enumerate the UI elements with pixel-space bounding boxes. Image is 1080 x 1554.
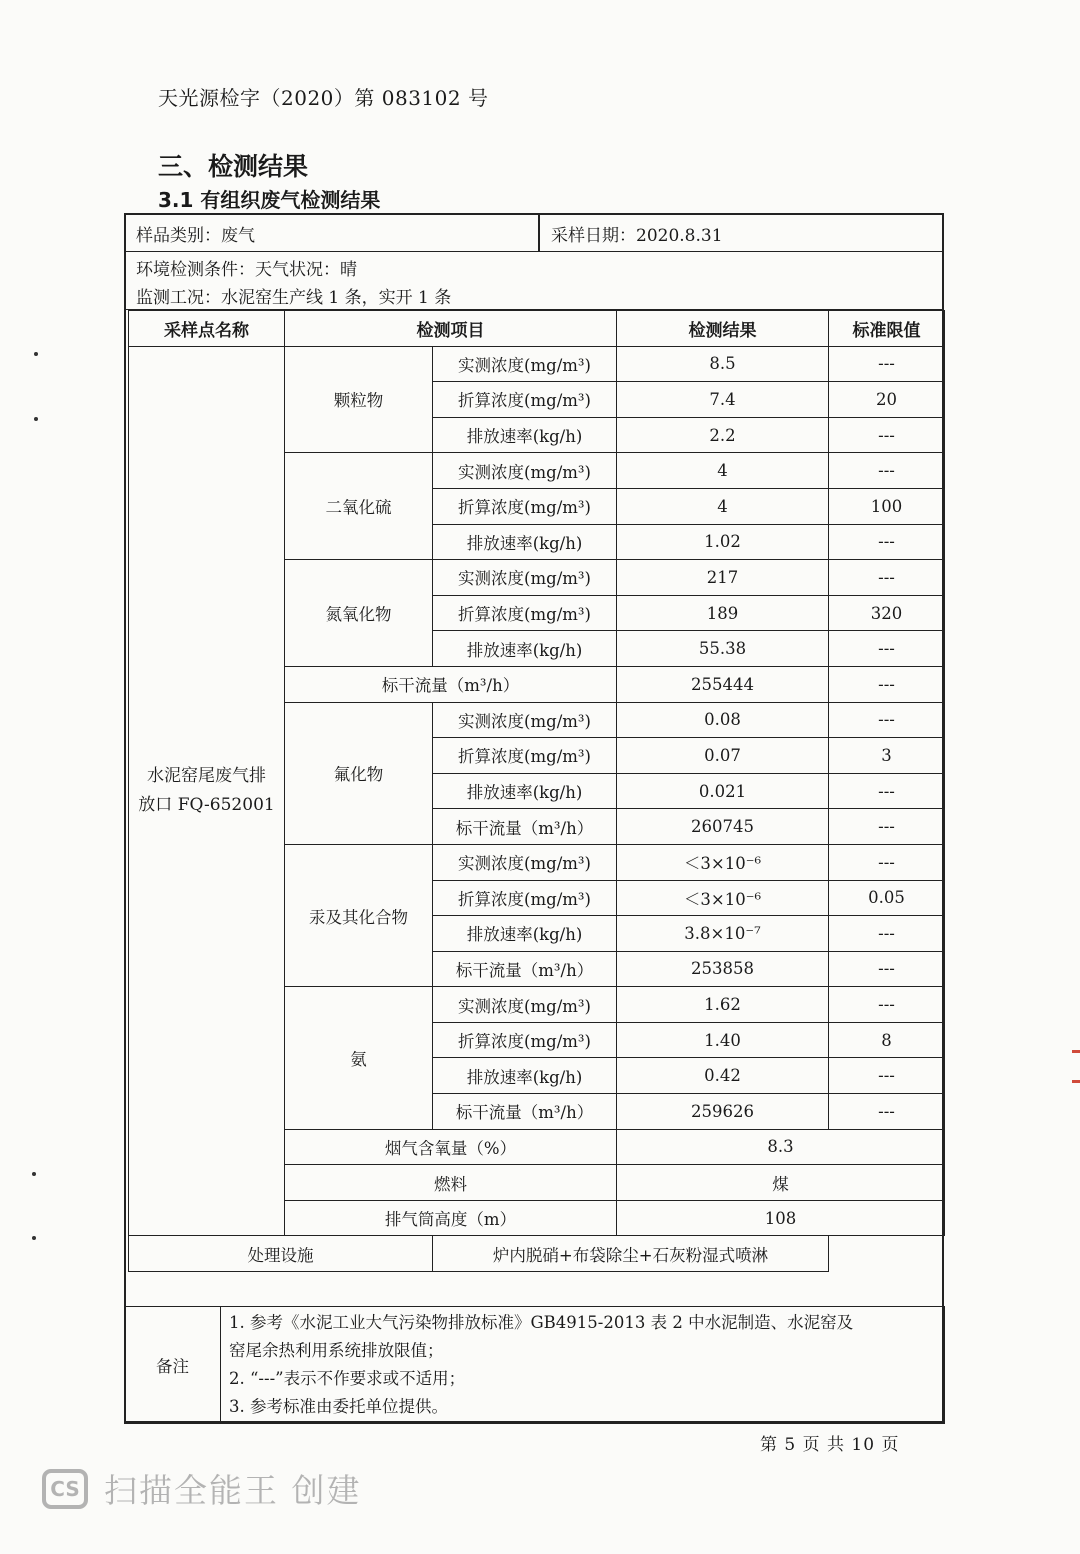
test-item: 排放速率(kg/h) [433,773,617,809]
test-item: 折算浓度(mg/m³) [433,738,617,774]
standard-limit: --- [829,346,945,382]
pollutant-name: 颗粒物 [285,346,433,453]
site-name-line1: 水泥窑尾废气排 [147,766,266,787]
test-result: 4 [617,488,829,524]
standard-limit: 8 [829,1022,945,1058]
pollutant-name: 氟化物 [285,702,433,844]
sampling-site [129,346,285,1236]
info-divider [538,215,540,252]
test-result: 0.08 [617,702,829,738]
page-number: 第 5 页 共 10 页 [760,1435,900,1455]
pollutant-name: 氨 [285,987,433,1129]
test-result: 253858 [617,951,829,987]
pollutant-name: 二氧化硫 [285,453,433,560]
table-row [129,1236,945,1272]
test-result: 1.40 [617,1022,829,1058]
test-result: 0.07 [617,738,829,774]
flow-item: 标干流量（m³/h） [285,666,617,702]
sample-info-row [126,215,944,252]
pollutant-name: 汞及其化合物 [285,844,433,986]
scan-speck [32,1236,36,1240]
test-result: ＜3×10⁻⁶ [617,880,829,916]
test-item: 实测浓度(mg/m³) [433,560,617,596]
test-item: 折算浓度(mg/m³) [433,595,617,631]
test-result: 217 [617,560,829,596]
header-item: 检测项目 [285,311,617,347]
standard-limit: --- [829,916,945,952]
test-item: 排放速率(kg/h) [433,524,617,560]
extra-value: 煤 [617,1165,945,1201]
test-item: 排放速率(kg/h) [433,631,617,667]
document-number: 天光源检字（2020）第 083102 号 [158,86,489,110]
pollutant-name: 氮氧化物 [285,560,433,667]
test-result: 4 [617,453,829,489]
extra-item: 烟气含氧量（%） [285,1129,617,1165]
notes-body [221,1307,945,1424]
standard-limit: --- [829,1058,945,1094]
subsection-title: 3.1 有组织废气检测结果 [158,188,381,212]
standard-limit: --- [829,560,945,596]
test-item: 排放速率(kg/h) [433,1058,617,1094]
test-result: 259626 [617,1094,829,1130]
condition-info-row [126,252,944,310]
extra-value: 8.3 [617,1129,945,1165]
test-item: 标干流量（m³/h） [433,951,617,987]
extra-item: 燃料 [285,1165,617,1201]
notes-table [124,1306,945,1424]
standard-limit: 0.05 [829,880,945,916]
flow-limit: --- [829,666,945,702]
results-table [128,310,945,1272]
scan-speck [34,417,38,421]
header-site: 采样点名称 [129,311,285,347]
scan-speck [32,1172,36,1176]
test-result: 189 [617,595,829,631]
scan-speck [34,352,38,356]
test-result: 55.38 [617,631,829,667]
standard-limit: --- [829,453,945,489]
environment-condition: 环境检测条件：天气状况：晴 [136,260,357,280]
test-item: 实测浓度(mg/m³) [433,346,617,382]
extra-value: 108 [617,1200,945,1236]
test-result: 2.2 [617,417,829,453]
sample-date: 采样日期：2020.8.31 [551,226,723,246]
test-result: 0.42 [617,1058,829,1094]
table-row [129,346,945,382]
table-header-row [129,311,945,347]
standard-limit: 320 [829,595,945,631]
test-result: ＜3×10⁻⁶ [617,844,829,880]
test-result: 0.021 [617,773,829,809]
standard-limit: 100 [829,488,945,524]
extra-item: 处理设施 [129,1236,433,1272]
flow-result: 255444 [617,666,829,702]
extra-value: 炉内脱硝+布袋除尘+石灰粉湿式喷淋 [433,1236,829,1272]
test-item: 折算浓度(mg/m³) [433,880,617,916]
site-name-line2: 放口 FQ-652001 [138,795,275,816]
test-item: 实测浓度(mg/m³) [433,702,617,738]
scanner-watermark [42,1465,362,1512]
test-result: 1.62 [617,987,829,1023]
test-item: 标干流量（m³/h） [433,809,617,845]
note-line-3: 3. 参考标准由委托单位提供。 [229,1397,448,1416]
standard-limit: --- [829,702,945,738]
test-item: 排放速率(kg/h) [433,916,617,952]
standard-limit: --- [829,524,945,560]
standard-limit: --- [829,773,945,809]
standard-limit: 20 [829,382,945,418]
stamp-edge-mark [1072,1050,1080,1053]
standard-limit: 3 [829,738,945,774]
standard-limit: --- [829,631,945,667]
standard-limit: --- [829,1094,945,1130]
test-item: 标干流量（m³/h） [433,1094,617,1130]
test-item: 折算浓度(mg/m³) [433,1022,617,1058]
stamp-edge-mark [1072,1080,1080,1083]
standard-limit: --- [829,844,945,880]
test-result: 3.8×10⁻⁷ [617,916,829,952]
note-line-2: 2. “---”表示不作要求或不适用； [229,1369,466,1388]
header-limit: 标准限值 [829,311,945,347]
test-item: 实测浓度(mg/m³) [433,453,617,489]
work-condition: 监测工况：水泥窑生产线 1 条，实开 1 条 [136,288,452,308]
test-item: 实测浓度(mg/m³) [433,987,617,1023]
sample-type: 样品类别：废气 [136,226,255,246]
test-result: 7.4 [617,382,829,418]
standard-limit: --- [829,951,945,987]
header-result: 检测结果 [617,311,829,347]
standard-limit: --- [829,809,945,845]
standard-limit: --- [829,417,945,453]
test-result: 8.5 [617,346,829,382]
extra-item: 排气筒高度（m） [285,1200,617,1236]
test-item: 折算浓度(mg/m³) [433,488,617,524]
test-item: 折算浓度(mg/m³) [433,382,617,418]
notes-label: 备注 [125,1307,221,1424]
test-item: 实测浓度(mg/m³) [433,844,617,880]
watermark-text: 扫描全能王 创建 [104,1471,362,1510]
test-item: 排放速率(kg/h) [433,417,617,453]
section-title: 三、检测结果 [158,152,309,181]
note-line-1: 1. 参考《水泥工业大气污染物排放标准》GB4915-2013 表 2 中水泥制造、水泥窑及 [229,1313,854,1332]
note-line-1b: 窑尾余热利用系统排放限值； [229,1341,444,1360]
test-result: 1.02 [617,524,829,560]
standard-limit: --- [829,987,945,1023]
camscanner-logo-icon: CS [42,1469,88,1509]
test-result: 260745 [617,809,829,845]
